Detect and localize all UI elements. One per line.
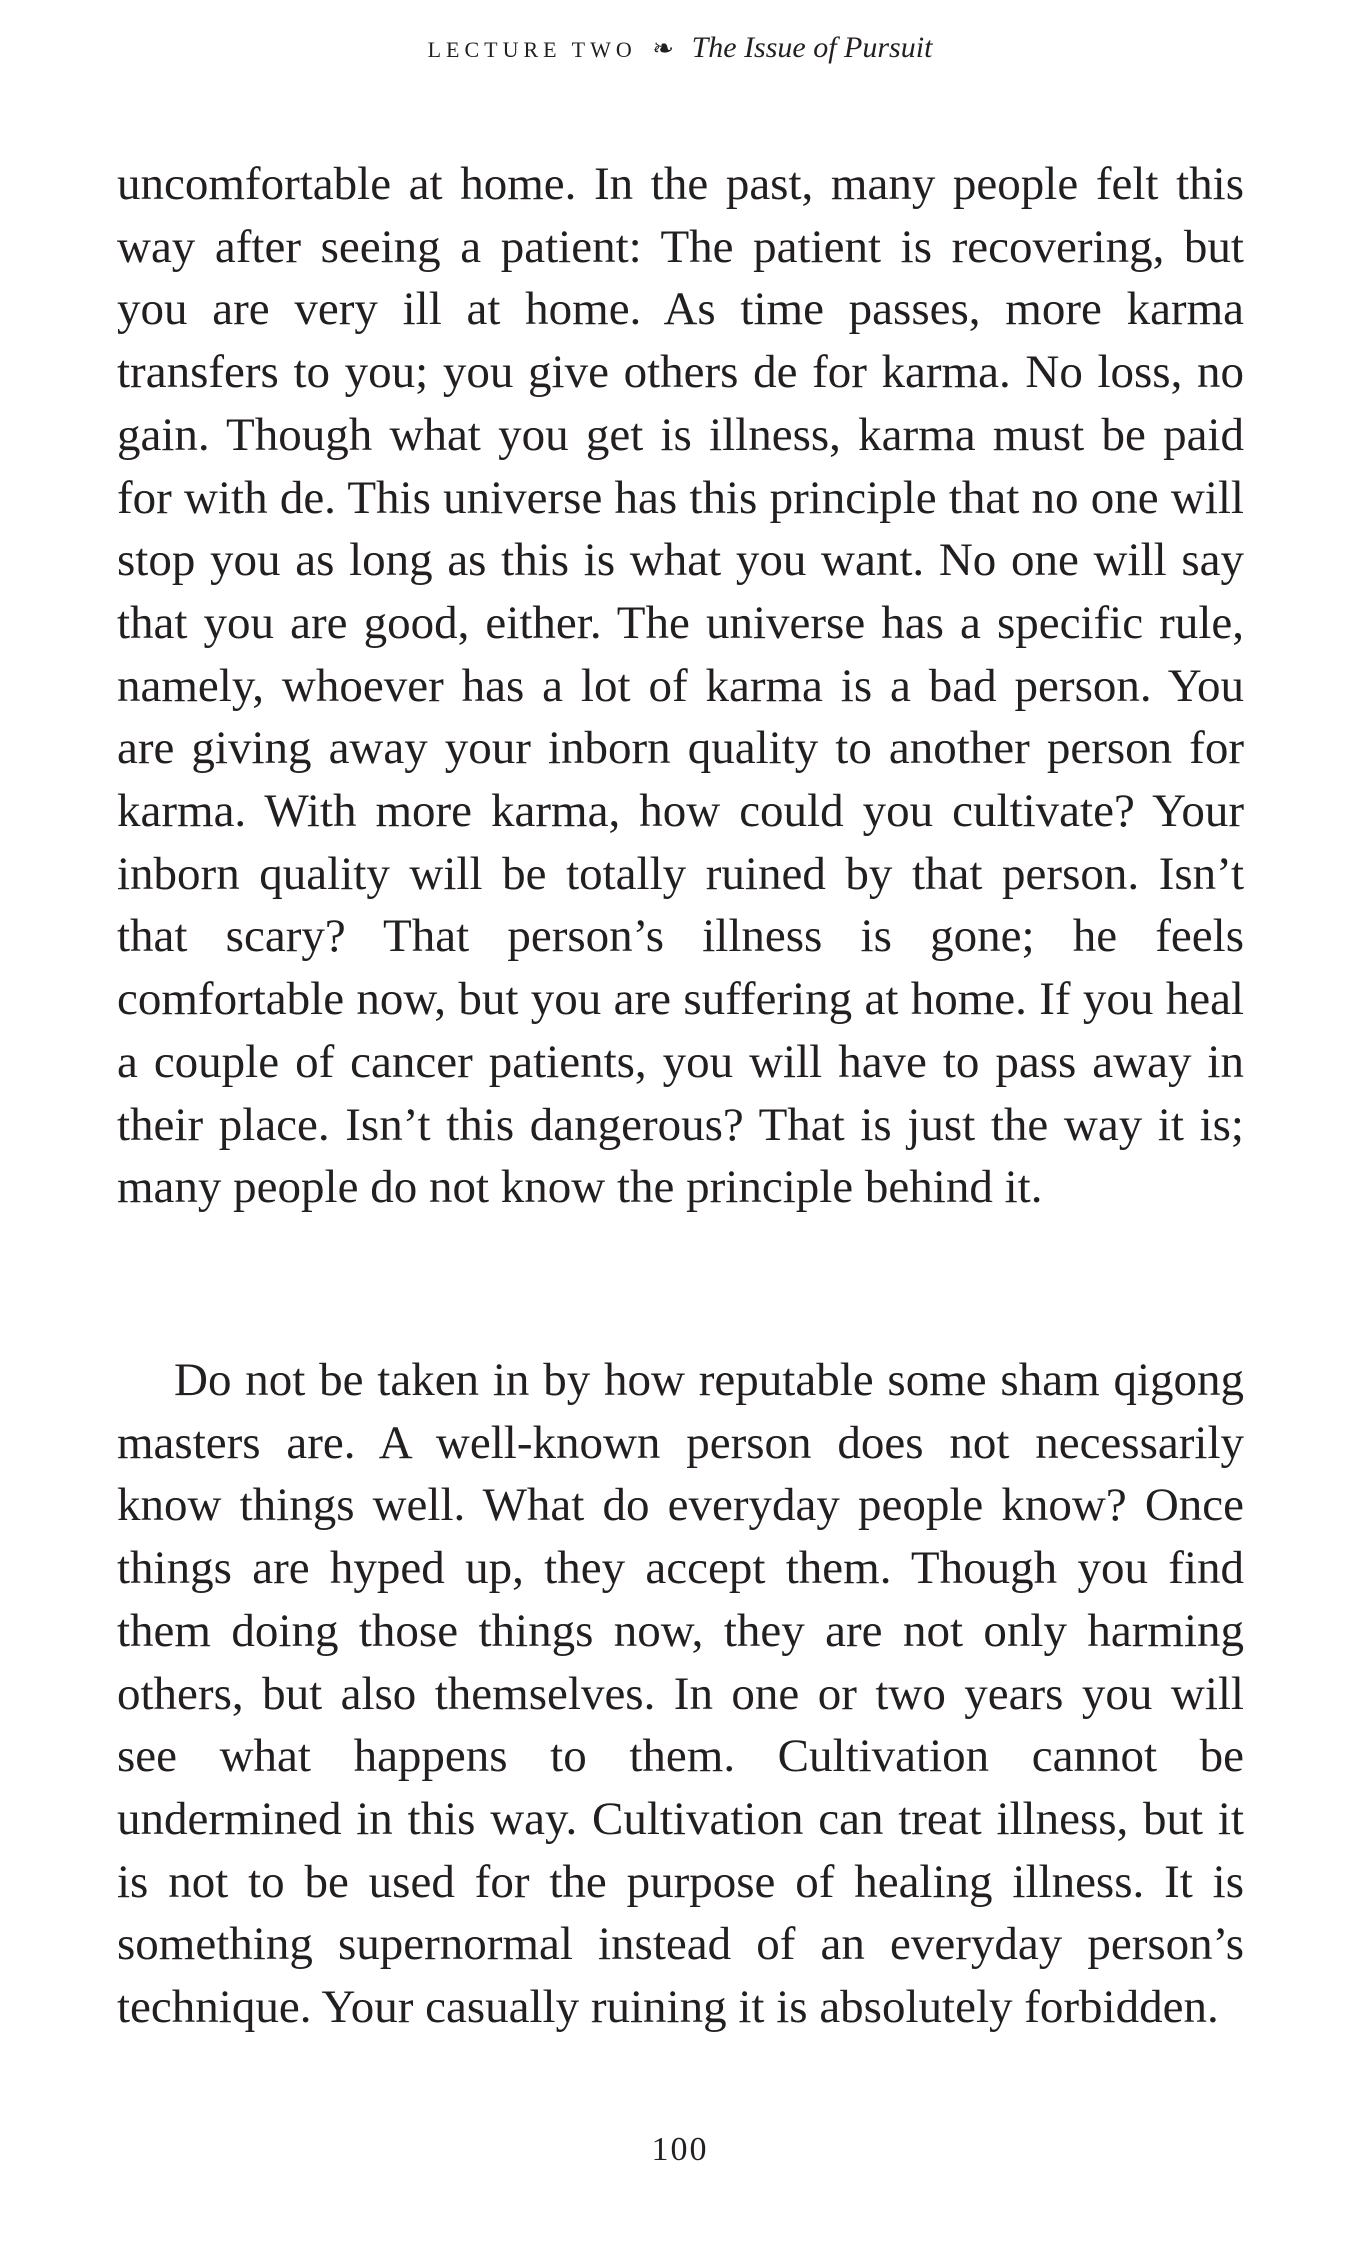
fleuron-icon: ❧ [652,34,675,63]
running-head-section: LECTURE TWO [427,37,637,62]
running-head [0,28,1360,70]
running-head-title: The Issue of Pursuit [691,31,933,64]
page-number: 100 [651,2131,709,2168]
body-paragraph-1: uncomfortable at home. In the past, many people felt this way after seeing a patient: The patient is recovering, but you are very ill at home. As time passes, more karma transfers to you; you give others de for karma. No loss, no gain. Though what you get is illness, karma must be paid for with de. This universe has this principle that no one will stop you as long as this is what you want. No one will say that you are good, either. The universe has a specific rule, namely, whoever has a lot of karma is a bad person. You are giving away your inborn quality to another person for karma. With more karma, how could you cultivate? Your inborn quality will be totally ruined by that person. Isn’t that scary? That person’s illness is gone; he feels comfortable now, but you are suffering at home. If you heal a couple of cancer patients, you will have to pass away in their place. Isn’t this dangerous? That is just the way it is; many people do not know the principle behind it. [117,158,1244,1214]
body-paragraph-2: Do not be taken in by how reputable some sham qigong masters are. A well-known person does not necessarily know things well. What do everyday people know? Once things are hyped up, they accept them. Though you find them doing those things now, they are not only harming others, but also themselves. In one or two years you will see what happens to them. Cultivation cannot be undermined in this way. Cultivation can treat illness, but it is not to be used for the purpose of healing illness. It is something supernormal instead of an everyday person’s technique. Your casually ruining it is absolutely forbidden. [117,1354,1244,2034]
